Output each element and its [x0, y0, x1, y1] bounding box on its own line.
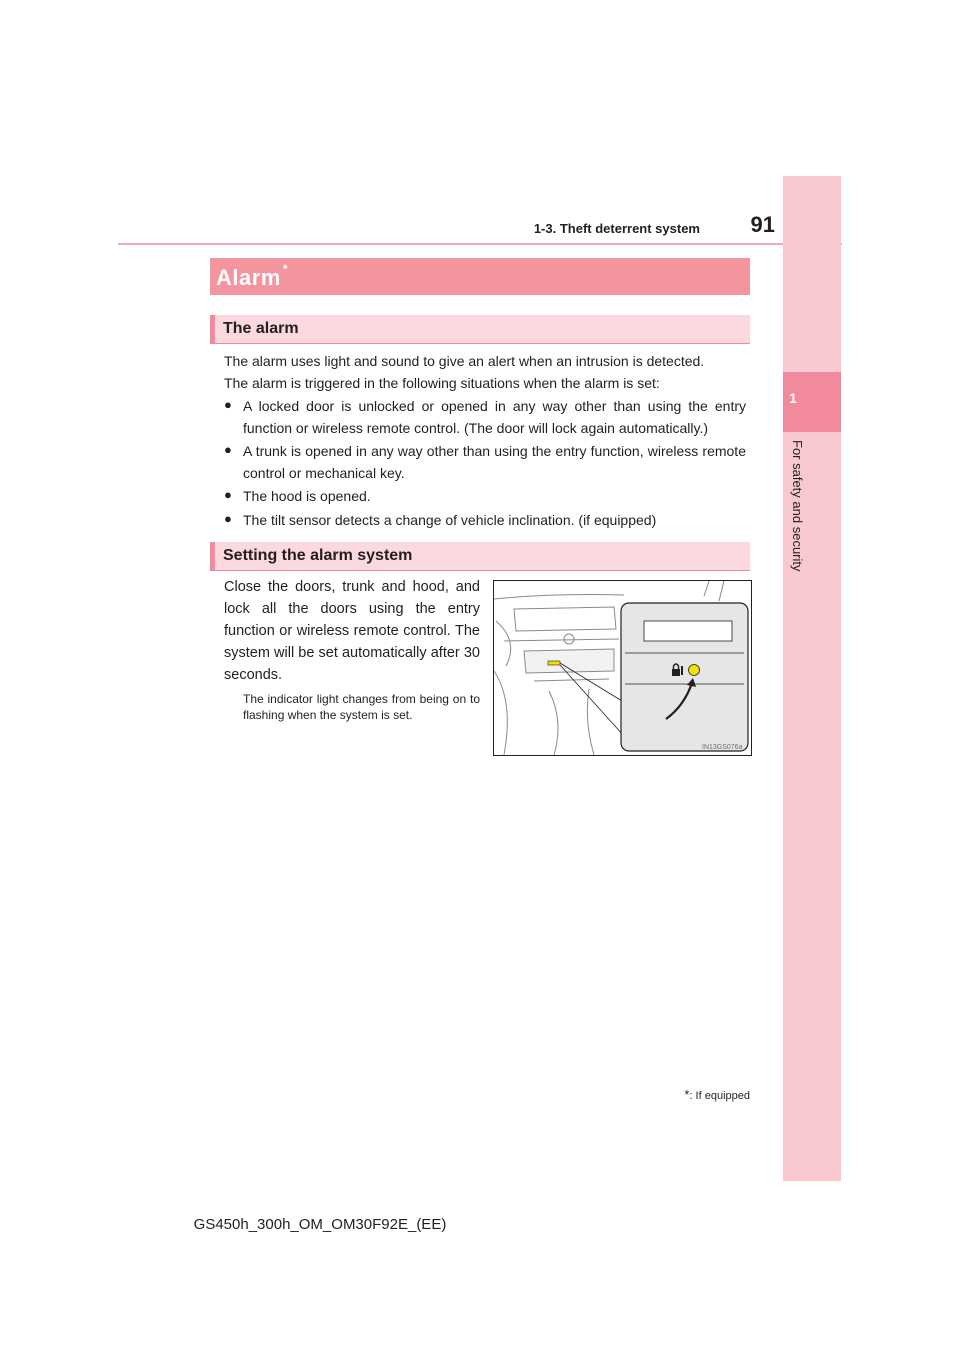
- bullet-icon: ●: [224, 442, 232, 457]
- bullet-item: The tilt sensor detects a change of vehicle inclination. (if equipped): [243, 512, 657, 528]
- bullet-item: The hood is opened.: [243, 488, 371, 504]
- indicator-note: The indicator light changes from being on to flashing when the system is set.: [243, 692, 480, 722]
- section-heading-setting-alarm: Setting the alarm system: [223, 547, 413, 564]
- chapter-number: 1: [789, 390, 797, 406]
- page-title-text: Alarm: [216, 265, 281, 290]
- console-indicator-light: [548, 661, 560, 665]
- side-chapter-tab: [783, 176, 841, 1181]
- header-divider: [118, 243, 842, 245]
- intro-line: The alarm is triggered in the following situations when the alarm is set:: [224, 375, 660, 391]
- page-number: 91: [750, 212, 775, 237]
- section-heading-bar: [210, 542, 215, 570]
- dashboard-drawing: [494, 581, 751, 755]
- section-heading-the-alarm: The alarm: [223, 320, 299, 337]
- dashboard-illustration: [493, 580, 752, 756]
- header-section-title: 1-3. Theft deterrent system: [533, 221, 700, 236]
- chapter-title: For safety and security: [790, 440, 805, 572]
- bullet-item: A locked door is unlocked or opened in any way other than using the entry function or wireless remote control. (The door will lock again automatically.): [243, 398, 746, 436]
- bullet-icon: ●: [224, 511, 232, 526]
- setting-instructions: Close the doors, trunk and hood, and lock all the doors using the entry function or wireless remote control. The system will be set automatically after 30 seconds.: [224, 579, 480, 683]
- bullet-icon: ●: [224, 397, 232, 412]
- footnote: [660, 1087, 750, 1102]
- bullet-icon: ●: [224, 487, 232, 502]
- page-title: [216, 262, 288, 291]
- bullet-item: A trunk is opened in any way other than using the entry function, wireless remote control or mechanical key.: [243, 443, 746, 481]
- illustration-code: IN13GS076a: [702, 744, 743, 751]
- footnote-marker: *: [684, 1087, 690, 1102]
- section-heading-bar: [210, 315, 215, 343]
- intro-line: The alarm uses light and sound to give an alert when an intrusion is detected.: [224, 353, 705, 369]
- footnote-text: : If equipped: [689, 1090, 750, 1102]
- equipment-marker: *: [282, 262, 289, 276]
- document-code: GS450h_300h_OM_OM30F92E_(EE): [193, 1216, 447, 1233]
- title-band: [210, 258, 750, 295]
- security-indicator-light: [689, 665, 700, 676]
